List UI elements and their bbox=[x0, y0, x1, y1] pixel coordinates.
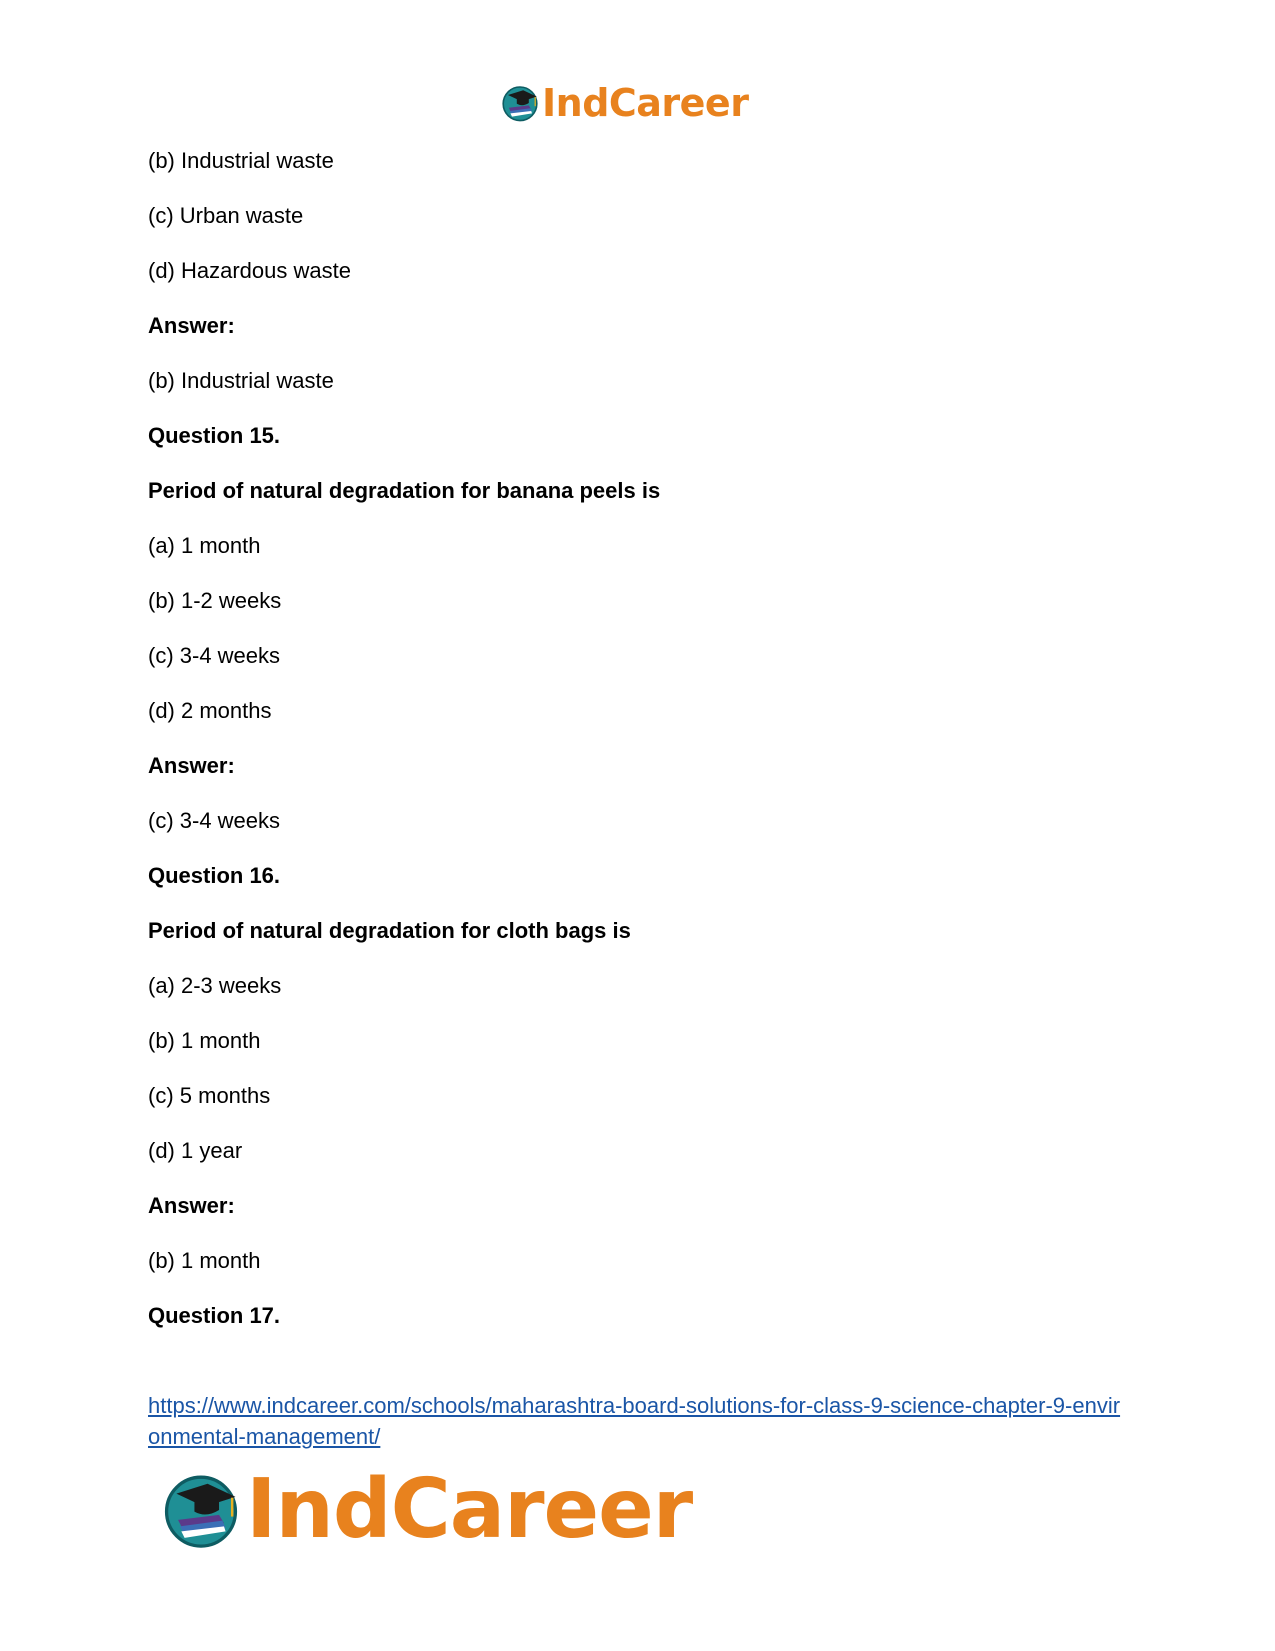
globe-books-icon bbox=[160, 1469, 242, 1551]
option-line: (b) 1-2 weeks bbox=[148, 588, 282, 613]
footer-logo bbox=[160, 1462, 693, 1557]
header-logo bbox=[500, 78, 748, 128]
option-line: (c) 5 months bbox=[148, 1083, 271, 1108]
answer-label: Answer: bbox=[148, 753, 235, 778]
option-line: (c) 3-4 weeks bbox=[148, 808, 281, 833]
option-line: (b) Industrial waste bbox=[148, 368, 334, 393]
option-line: (d) 2 months bbox=[148, 698, 272, 723]
option-line: (a) 1 month bbox=[148, 533, 261, 558]
globe-books-icon bbox=[500, 83, 540, 123]
option-line: (d) Hazardous waste bbox=[148, 258, 351, 283]
option-line: (b) 1 month bbox=[148, 1028, 261, 1053]
question-number: Question 16. bbox=[148, 863, 281, 888]
option-line: (d) 1 year bbox=[148, 1138, 243, 1163]
header-logo-text: IndCareer bbox=[542, 81, 749, 125]
question-text: Period of natural degradation for banana peels is bbox=[148, 478, 661, 503]
answer-label: Answer: bbox=[148, 1193, 235, 1218]
answer-label: Answer: bbox=[148, 313, 235, 338]
question-text: Period of natural degradation for cloth bags is bbox=[148, 918, 631, 943]
source-link[interactable]: https://www.indcareer.com/schools/maharashtra-board-solutions-for-class-9-science-chapter-9-environmental-management/ bbox=[148, 1393, 1121, 1449]
question-number: Question 17. bbox=[148, 1303, 281, 1328]
option-line: (b) 1 month bbox=[148, 1248, 261, 1273]
option-line: (c) Urban waste bbox=[148, 203, 304, 228]
option-line: (a) 2-3 weeks bbox=[148, 973, 282, 998]
question-number: Question 15. bbox=[148, 423, 281, 448]
option-line: (b) Industrial waste bbox=[148, 148, 334, 173]
footer-logo-text: IndCareer bbox=[246, 1462, 693, 1557]
document-body bbox=[148, 141, 1148, 1351]
option-line: (c) 3-4 weeks bbox=[148, 643, 281, 668]
